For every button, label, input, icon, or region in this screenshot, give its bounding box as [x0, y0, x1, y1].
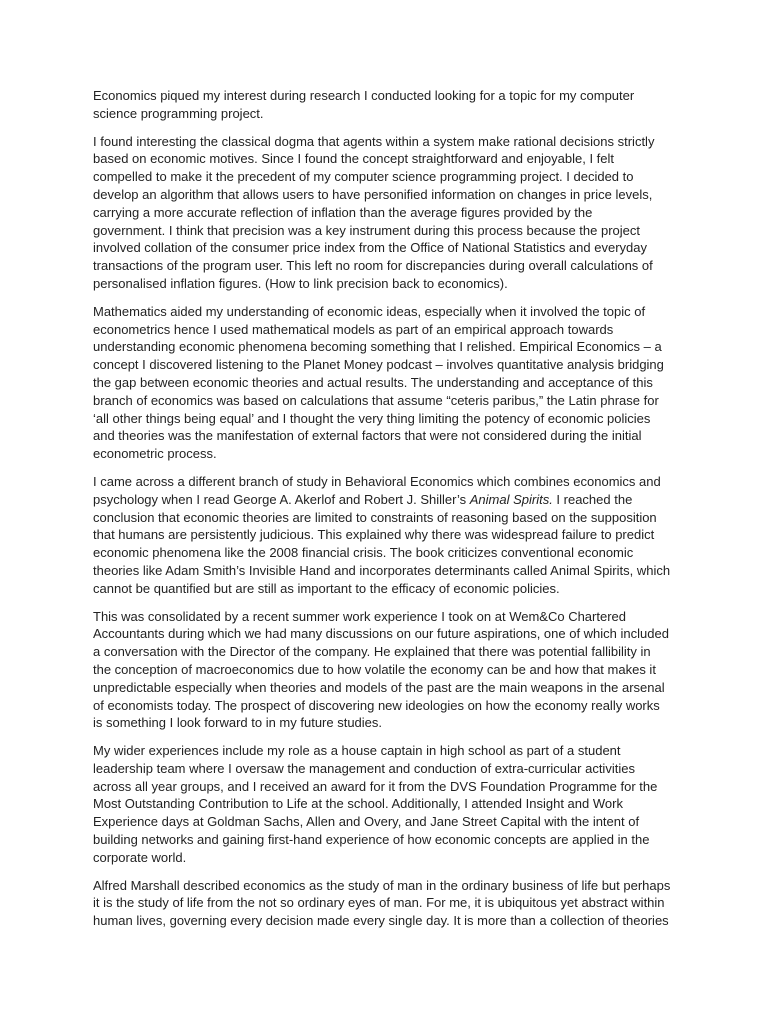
text-line: conclusion that economic theories are limited to constraints of reasoning based on the supposition — [93, 509, 657, 525]
paragraph-conclusion — [93, 877, 683, 930]
text-line: and theories was the manifestation of external factors that were not considered during the initial — [93, 428, 642, 444]
text-line: Most Outstanding Contribution to Life at the school. Additionally, I attended Insight and Work — [93, 796, 623, 812]
text-line: concept I discovered listening to the Planet Money podcast – involves quantitative analysis bridging — [93, 357, 664, 373]
text-line: branch of economics was based on calculations that assume “ceteris paribus,” the Latin phrase for — [93, 392, 659, 408]
text-line: This was consolidated by a recent summer work experience I took on at Wem&Co Chartered — [93, 608, 626, 624]
text-line: a conversation with the Director of the company. He explained that there was potential fallibility in — [93, 644, 651, 660]
text-line: Mathematics aided my understanding of economic ideas, especially when it involved the topic of — [93, 303, 646, 319]
text-line: transactions of the program user. This left no room for discrepancies during overall calculations of — [93, 258, 653, 274]
text-line: science programming project. — [93, 105, 264, 121]
text-line: is something I look forward to in my future studies. — [93, 715, 383, 731]
text-line: leadership team where I oversaw the management and conduction of extra-curricular activities — [93, 760, 635, 776]
text-line: across all year groups, and I received an award for it from the DVS Foundation Programme for the — [93, 778, 658, 794]
text-line: that humans are persistently judicious. This explained why there was widespread failure to predict — [93, 527, 655, 543]
text-line: carrying a more accurate reflection of inflation than the average figures provided by the — [93, 204, 593, 220]
document-body — [93, 87, 683, 940]
text-line: involved collation of the consumer price index from the Office of National Statistics and everyday — [93, 240, 647, 256]
text-line-with-title — [93, 491, 683, 509]
text-line: My wider experiences include my role as a house captain in high school as part of a student — [93, 743, 621, 759]
text-line: econometrics hence I used mathematical models as part of an empirical approach towards — [93, 321, 614, 337]
text-line: it is the study of life from the not so ordinary eyes of man. For me, it is ubiquitous yet abstract within — [93, 895, 665, 911]
text-line: I came across a different branch of study in Behavioral Economics which combines economics and — [93, 473, 661, 489]
text-line: develop an algorithm that allows users to have personified information on changes in price levels, — [93, 186, 653, 202]
paragraph-work-experience — [93, 608, 683, 733]
text-line: of economists today. The prospect of discovering new ideologies on how the economy really works — [93, 697, 660, 713]
text-line: building networks and gaining first-hand experience of how economic concepts are applied in the — [93, 832, 650, 848]
text-line: based on economic motives. Since I found the concept straightforward and enjoyable, I felt — [93, 151, 615, 167]
text-line: personalised inflation figures. (How to link precision back to economics). — [93, 275, 508, 291]
paragraph-programming-project — [93, 133, 683, 293]
paragraph-intro — [93, 87, 683, 123]
paragraph-mathematics — [93, 303, 683, 463]
text-line: Experience days at Goldman Sachs, Allen and Overy, and Jane Street Capital with the intent of — [93, 814, 640, 830]
text-line: ‘all other things being equal’ and I thought the very thing limiting the potency of economic policies — [93, 410, 651, 426]
text-line: I found interesting the classical dogma that agents within a system make rational decisions strictly — [93, 133, 655, 149]
paragraph-wider-experiences — [93, 742, 683, 867]
text-line: unpredictable especially when theories and models of the past are the main weapons in the arsenal — [93, 679, 665, 695]
text-line: understanding economic phenomena becoming something that I relished. Empirical Economics – a — [93, 339, 662, 355]
text-segment: psychology when I read George A. Akerlof and Robert J. Shiller’s — [93, 491, 470, 507]
text-line: theories like Adam Smith’s Invisible Hand and incorporates determinants called Animal Spirits, which — [93, 562, 671, 578]
text-line: corporate world. — [93, 849, 187, 865]
text-line: government. I think that precision was a key instrument during this process because the project — [93, 222, 641, 238]
text-line: econometric process. — [93, 446, 217, 462]
text-line: the gap between economic theories and actual results. The understanding and acceptance of this — [93, 374, 653, 390]
text-line: economic phenomena like the 2008 financial crisis. The book criticizes conventional economic — [93, 545, 634, 561]
text-line: Accountants during which we had many discussions on our future aspirations, one of which included — [93, 626, 669, 642]
text-line: Alfred Marshall described economics as the study of man in the ordinary business of life but perhaps — [93, 877, 671, 893]
paragraph-behavioral-economics — [93, 473, 683, 598]
text-segment: I reached the — [552, 491, 633, 507]
book-title: Animal Spirits. — [469, 491, 553, 507]
text-line: cannot be quantified but are still as important to the efficacy of economic policies. — [93, 580, 560, 596]
text-line: human lives, governing every decision made every single day. It is more than a collection of theories — [93, 913, 669, 929]
text-line: compelled to make it the precedent of my computer science programming project. I decided to — [93, 169, 634, 185]
text-line: Economics piqued my interest during research I conducted looking for a topic for my computer — [93, 88, 635, 103]
text-line: the conception of macroeconomics due to how volatile the economy can be and how that makes it — [93, 661, 656, 677]
